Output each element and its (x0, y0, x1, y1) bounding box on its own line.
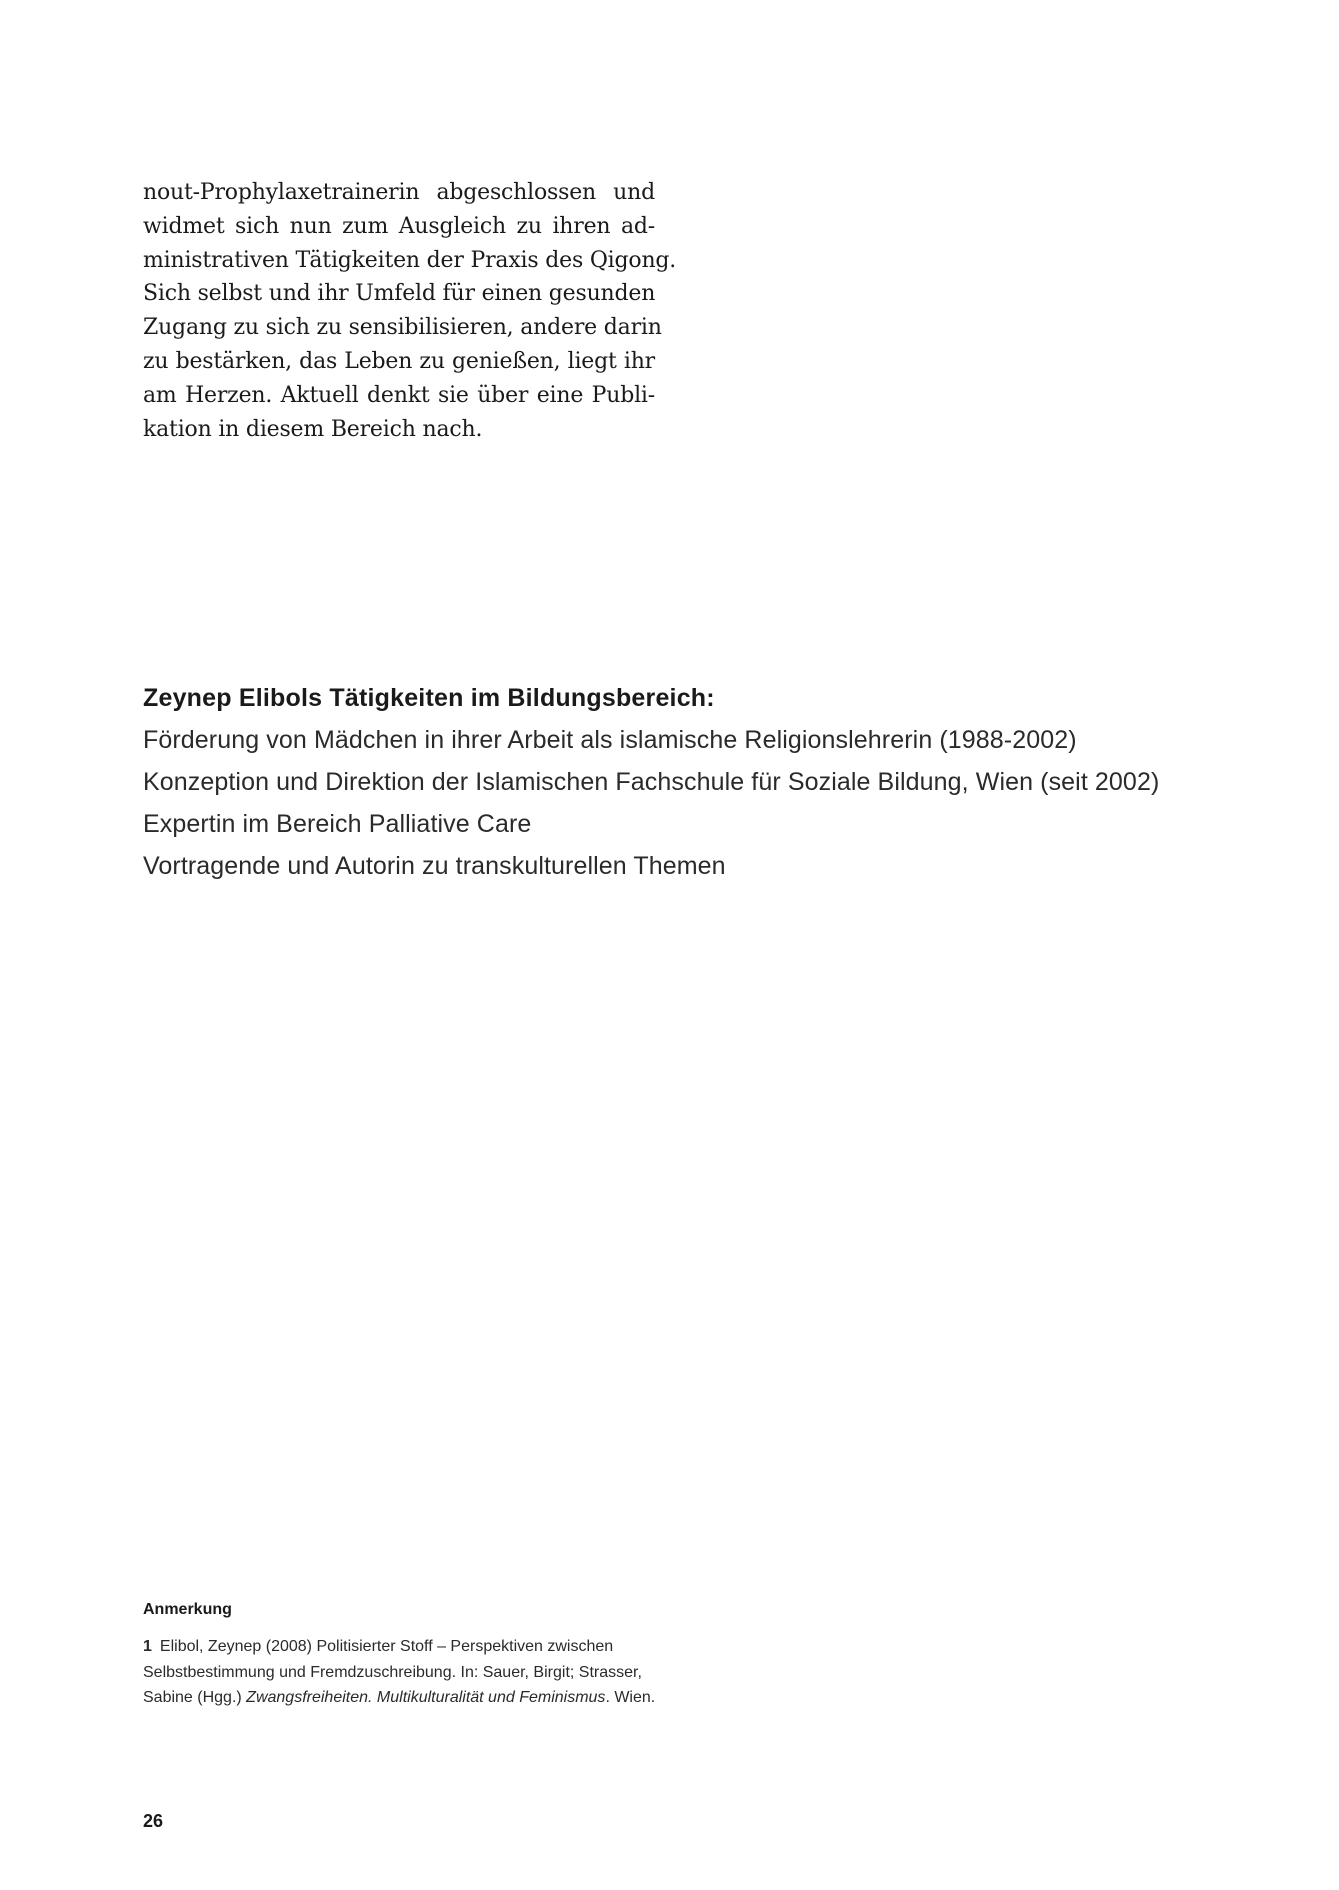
paragraph-line: nout-Prophylaxetrainerin abgeschlossen und (143, 180, 655, 205)
paragraph-line: Zugang zu sich zu sensibilisieren, andere darin (143, 315, 662, 341)
paragraph-line: zu bestärken, das Leben zu genießen, liegt ihr (143, 348, 655, 374)
activities-heading: Zeynep Elibols Tätigkeiten im Bildungsbereich: (143, 684, 715, 712)
notes-section (143, 1600, 663, 1711)
activity-item: Vortragende und Autorin zu transkulturellen Themen (143, 852, 726, 880)
footnote-title-italic: Zwangsfreiheiten. Multikulturalität und Feminismus (246, 1689, 606, 1706)
footnote-text: Elibol, Zeynep (2008) Politisierter Stoff – Perspektiven zwischen Selbstbestimmung und Fremdzuschreibung. In: Sauer, Birgit; Strasser, Sabine (Hgg.) (143, 1638, 642, 1706)
paragraph-line: am Herzen. Aktuell denkt sie über eine Publi- (143, 382, 655, 408)
notes-title: Anmerkung (143, 1601, 232, 1618)
paragraph-line: Sich selbst und ihr Umfeld für einen gesunden (143, 281, 656, 307)
paragraph-line: ministrativen Tätigkeiten der Praxis des Qigong. (143, 247, 677, 273)
body-paragraph (143, 176, 677, 446)
footnote (143, 1634, 663, 1711)
activity-item: Expertin im Bereich Palliative Care (143, 810, 532, 838)
footnote-number: 1 (143, 1638, 152, 1655)
paragraph-line: widmet sich nun zum Ausgleich zu ihren ad- (143, 213, 655, 239)
activity-item: Konzeption und Direktion der Islamischen Fachschule für Soziale Bildung, Wien (seit 2002) (143, 768, 1160, 796)
paragraph-line: kation in diesem Bereich nach. (143, 416, 483, 442)
page-number: 26 (143, 1811, 164, 1831)
activities-section (143, 680, 1243, 890)
activity-item: Förderung von Mädchen in ihrer Arbeit als islamische Religionslehrerin (1988-2002) (143, 726, 1077, 754)
footnote-text-end: . Wien. (605, 1689, 656, 1706)
